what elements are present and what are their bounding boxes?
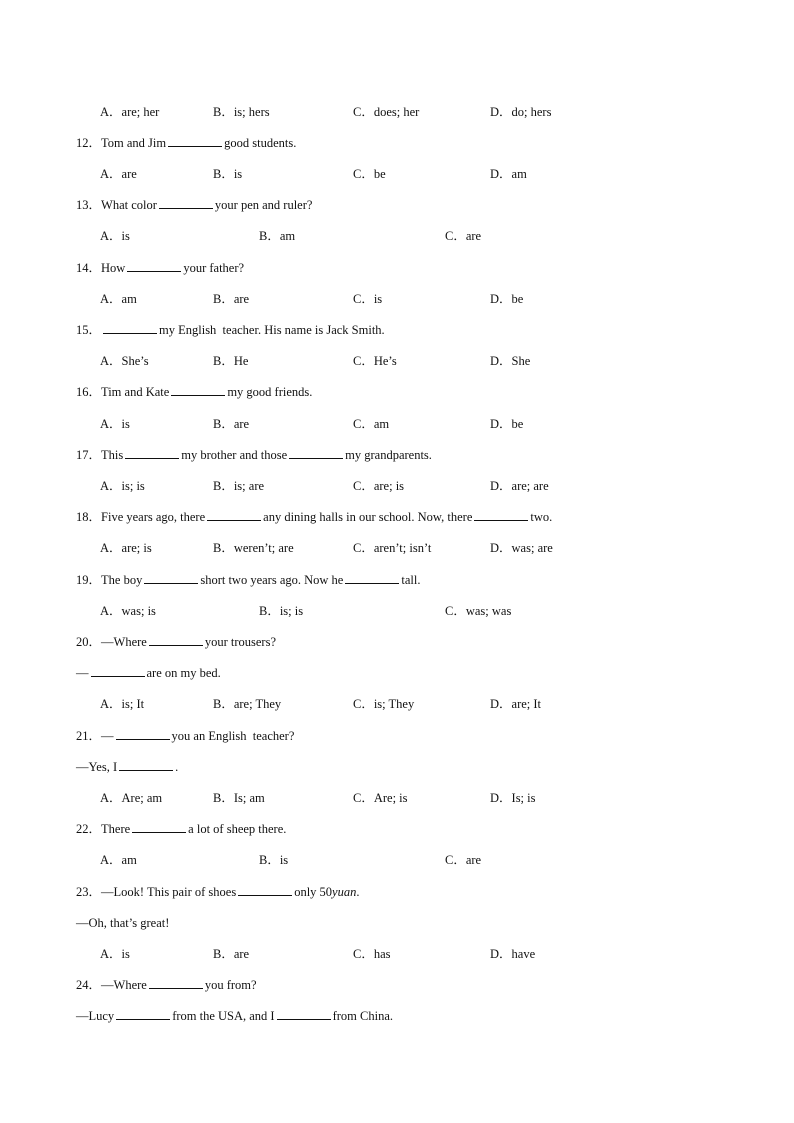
q22-option-a: A．am [100,853,137,867]
q16-stem: 16．Tim and Kate my good friends. [76,385,313,399]
q20-option-a: A．is; It [100,697,145,711]
q12-options [100,166,700,182]
answer-blank [103,322,157,334]
answer-blank [345,572,399,584]
q21-options [100,790,700,806]
q23-option-c: C．has [353,947,391,961]
q16-option-c: C．am [353,417,390,431]
answer-blank [127,260,181,272]
q15-option-d: D．She [490,354,531,368]
answer-blank [474,509,528,521]
q20-stem: 20．—Where your trousers? [76,635,276,649]
answer-blank [91,665,145,677]
q22-option-b: B．is [259,853,289,867]
q20-options [100,696,700,712]
q11-options [100,104,700,120]
q17-option-d: D．are; are [490,479,549,493]
q24-stem: 24．—Where you from? [76,978,257,992]
q11-option-b: B．is; hers [213,105,270,119]
q14-stem: 14．How your father? [76,261,245,275]
q15-option-a: A．She’s [100,354,149,368]
q18-option-b: B．weren’t; are [213,541,294,555]
q19-option-b: B．is; is [259,604,304,618]
q23-stem: 23．—Look! This pair of shoes only 50yuan. [76,885,360,899]
q23-reply: —Oh, that’s great! [76,916,170,930]
q17-option-a: A．is; is [100,479,145,493]
q16-option-b: B．are [213,417,250,431]
q19-option-a: A．was; is [100,604,156,618]
q22-option-c: C．are [445,853,482,867]
answer-blank [171,384,225,396]
answer-blank [207,509,261,521]
q11-option-a: A．are; her [100,105,160,119]
q11-option-d: D．do; hers [490,105,552,119]
q19-options [100,603,700,619]
q16-option-d: D．be [490,417,524,431]
q17-stem: 17．This my brother and those my grandparents. [76,448,432,462]
q22-stem: 22．There a lot of sheep there. [76,822,287,836]
q23-option-b: B．are [213,947,250,961]
q14-option-d: D．be [490,292,524,306]
answer-blank [168,135,222,147]
answer-blank [149,977,203,989]
q13-option-a: A．is [100,229,130,243]
q13-option-c: C．are [445,229,482,243]
q15-option-c: C．He’s [353,354,397,368]
q17-option-c: C．are; is [353,479,405,493]
q20-reply: — are on my bed. [76,666,221,680]
answer-blank [277,1008,331,1020]
q14-option-a: A．am [100,292,137,306]
q13-option-b: B．am [259,229,296,243]
answer-blank [238,884,292,896]
q21-option-a: A．Are; am [100,791,163,805]
q19-stem: 19．The boy short two years ago. Now he tall. [76,573,421,587]
q17-options [100,478,700,494]
answer-blank [144,572,198,584]
answer-blank [289,447,343,459]
q21-reply: —Yes, I . [76,760,179,774]
q21-option-c: C．Are; is [353,791,408,805]
q18-options [100,540,700,556]
q24-reply: —Lucy from the USA, and I from China. [76,1009,394,1023]
q12-option-c: C．be [353,167,386,181]
q16-option-a: A．is [100,417,130,431]
answer-blank [116,1008,170,1020]
q19-option-c: C．was; was [445,604,512,618]
q15-options [100,353,700,369]
q23-options [100,946,700,962]
q21-stem: 21．— you an English teacher? [76,729,295,743]
q12-option-b: B．is [213,167,243,181]
q23-option-d: D．have [490,947,536,961]
answer-blank [116,728,170,740]
q13-stem: 13．What color your pen and ruler? [76,198,313,212]
q18-option-a: A．are; is [100,541,152,555]
q21-option-b: B．Is; am [213,791,265,805]
q20-option-b: B．are; They [213,697,282,711]
q12-stem: 12．Tom and Jim good students. [76,136,297,150]
q14-option-c: C．is [353,292,383,306]
q18-stem: 18．Five years ago, there any dining halls in our school. Now, there two. [76,510,553,524]
q14-options [100,291,700,307]
q11-option-c: C．does; her [353,105,420,119]
answer-blank [132,821,186,833]
q18-option-c: C．aren’t; isn’t [353,541,432,555]
q22-options [100,852,700,868]
answer-blank [149,634,203,646]
q12-option-a: A．are [100,167,137,181]
answer-blank [119,759,173,771]
q16-options [100,416,700,432]
q15-stem: 15． my English teacher. His name is Jack Smith. [76,323,385,337]
answer-blank [125,447,179,459]
q18-option-d: D．was; are [490,541,553,555]
q12-option-d: D．am [490,167,527,181]
q17-option-b: B．is; are [213,479,265,493]
q14-option-b: B．are [213,292,250,306]
q15-option-b: B．He [213,354,249,368]
q20-option-c: C．is; They [353,697,415,711]
q20-option-d: D．are; It [490,697,542,711]
q21-option-d: D．Is; is [490,791,536,805]
answer-blank [159,197,213,209]
q23-option-a: A．is [100,947,130,961]
q13-options [100,228,700,244]
